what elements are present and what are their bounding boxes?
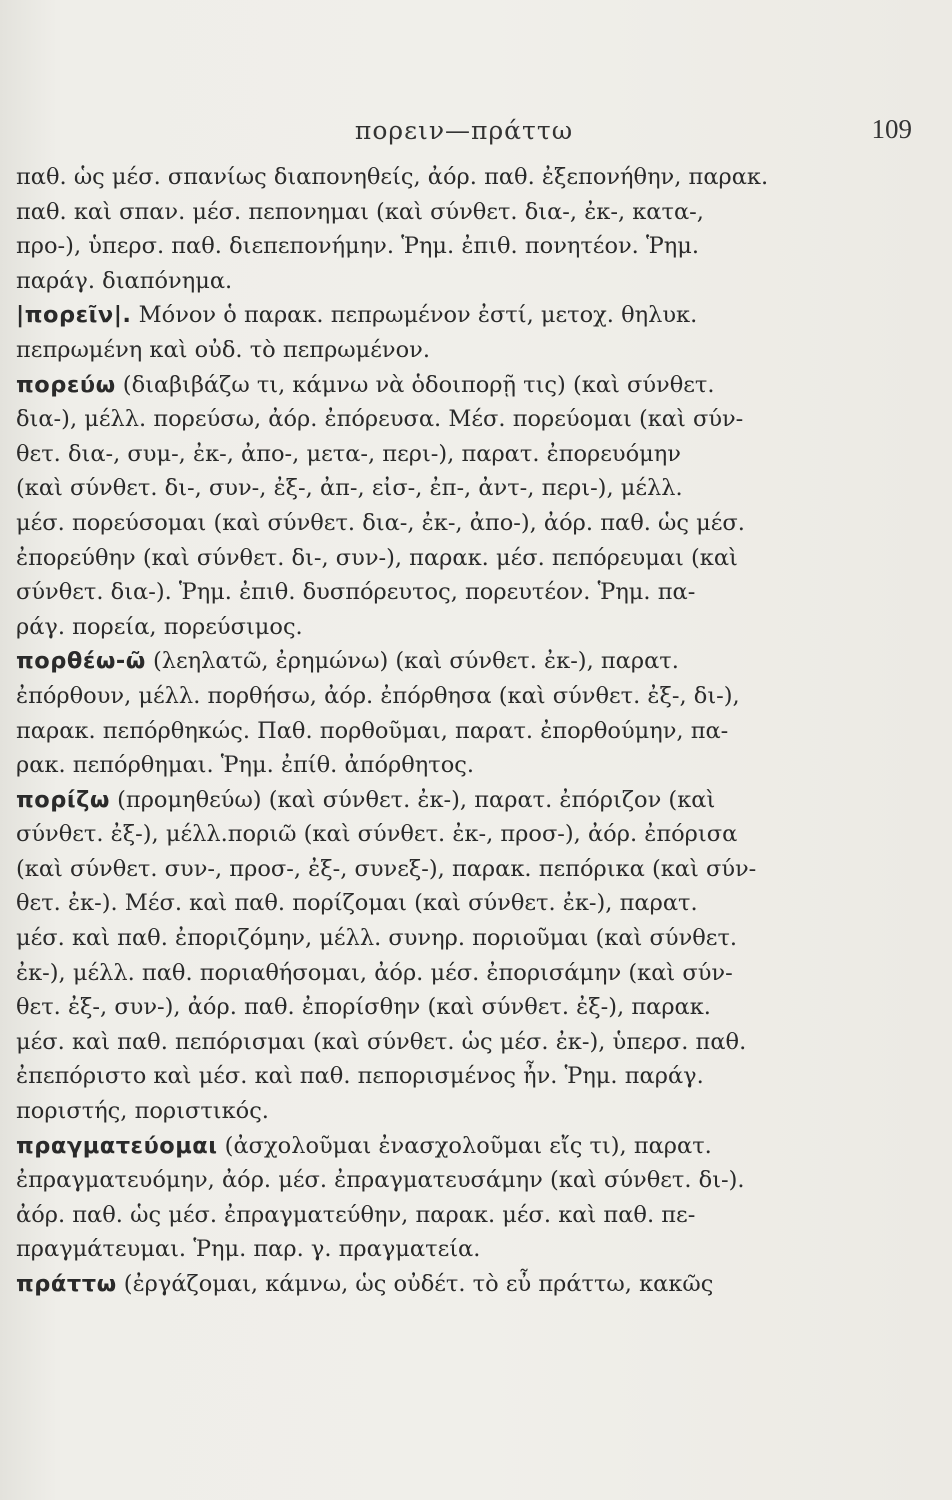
text-line: θετ. ἐξ-, συν-), ἀόρ. παθ. ἐπορίσθην (καὶ σύνθετ. ἐξ-), παρακ. bbox=[16, 994, 711, 1021]
text-line: πραγματεύομαι (ἀσχολοῦμαι ἐνασχολοῦμαι εἴς τι), παρατ. bbox=[16, 1132, 712, 1159]
text-line: πορίζω (προμηθεύω) (καὶ σύνθετ. ἐκ-), παρατ. ἐπόριζον (καὶ bbox=[16, 786, 716, 813]
text-line: μέσ. καὶ παθ. πεπόρισμαι (καὶ σύνθετ. ὡς μέσ. ἐκ-), ὑπερσ. παθ. bbox=[16, 1028, 747, 1055]
text-line: ἐπορεύθην (καὶ σύνθετ. δι-, συν-), παρακ. μέσ. πεπόρευμαι (καὶ bbox=[16, 544, 738, 571]
text-line: μέσ. πορεύσομαι (καὶ σύνθετ. δια-, ἐκ-, ἀπο-), ἀόρ. παθ. ὡς μέσ. bbox=[16, 509, 745, 536]
text-line: πραγμάτευμαι. Ῥημ. παρ. γ. πραγματεία. bbox=[16, 1236, 481, 1263]
text-line: ράγ. πορεία, πορεύσιμος. bbox=[16, 613, 303, 640]
text-line: σύνθετ. ἐξ-), μέλλ.ποριῶ (καὶ σύνθετ. ἐκ-, προσ-), ἀόρ. ἐπόρισα bbox=[16, 821, 738, 848]
text-line: θετ. δια-, συμ-, ἐκ-, ἀπο-, μετα-, περι-), παρατ. ἐπορευόμην bbox=[16, 440, 681, 467]
text-line: ἐπεπόριστο καὶ μέσ. καὶ παθ. πεπορισμένος ἦν. Ῥημ. παράγ. bbox=[16, 1063, 704, 1090]
running-title: πορειν—πράττω bbox=[354, 116, 574, 145]
entry-headword: πορεύω bbox=[16, 371, 116, 398]
text-line: ἐπόρθουν, μέλλ. πορθήσω, ἀόρ. ἐπόρθησα (καὶ σύνθετ. ἐξ-, δι-), bbox=[16, 682, 740, 709]
text-line: ἀόρ. παθ. ὡς μέσ. ἐπραγματεύθην, παρακ. μέσ. καὶ παθ. πε- bbox=[16, 1201, 696, 1228]
text-line: δια-), μέλλ. πορεύσω, ἀόρ. ἐπόρευσα. Μέσ. πορεύομαι (καὶ σύν- bbox=[16, 406, 744, 433]
text-line: |πορεῖν|. Μόνον ὁ παρακ. πεπρωμένον ἐστί, μετοχ. θηλυκ. bbox=[16, 302, 698, 329]
text-line: πεπρωμένη καὶ οὐδ. τὸ πεπρωμένον. bbox=[16, 336, 430, 363]
text-line: πράττω (ἐργάζομαι, κάμνω, ὡς οὐδέτ. τὸ εὖ πράττω, κακῶς bbox=[16, 1271, 714, 1297]
text-line: ἐπραγματευόμην, ἀόρ. μέσ. ἐπραγματευσάμην (καὶ σύνθετ. δι-). bbox=[16, 1167, 745, 1194]
entry-headword: πράττω bbox=[16, 1271, 117, 1297]
entry-headword: |πορεῖν|. bbox=[16, 302, 132, 329]
text-line: μέσ. καὶ παθ. ἐποριζόμην, μέλλ. συνηρ. ποριοῦμαι (καὶ σύνθετ. bbox=[16, 925, 738, 952]
text-line: ἐκ-), μέλλ. παθ. ποριαθήσομαι, ἀόρ. μέσ. ἐπορισάμην (καὶ σύν- bbox=[16, 959, 733, 986]
text-line: παθ. καὶ σπαν. μέσ. πεπονημαι (καὶ σύνθετ. δια-, ἐκ-, κατα-, bbox=[16, 198, 704, 225]
text-line: παρακ. πεπόρθηκώς. Παθ. πορθοῦμαι, παρατ. ἐπορθούμην, πα- bbox=[16, 717, 729, 744]
text-line: (καὶ σύνθετ. συν-, προσ-, ἐξ-, συνεξ-), παρακ. πεπόρικα (καὶ σύν- bbox=[16, 855, 757, 882]
entry-headword: πορθέω-ῶ bbox=[16, 648, 146, 675]
running-head bbox=[16, 112, 912, 160]
text-line: ρακ. πεπόρθημαι. Ῥημ. ἐπίθ. ἀπόρθητος. bbox=[16, 752, 475, 779]
text-line: προ-), ὑπερσ. παθ. διεπεπονήμην. Ῥημ. ἐπιθ. πονητέον. Ῥημ. bbox=[16, 233, 700, 260]
entry-headword: πορίζω bbox=[16, 786, 110, 813]
entry-headword: πραγματεύομαι bbox=[16, 1132, 218, 1159]
text-line: πορθέω-ῶ (λεηλατῶ, ἐρημώνω) (καὶ σύνθετ. ἐκ-), παρατ. bbox=[16, 648, 679, 675]
page-number: 109 bbox=[871, 114, 912, 144]
text-line: θετ. ἐκ-). Μέσ. καὶ παθ. πορίζομαι (καὶ σύνθετ. ἐκ-), παρατ. bbox=[16, 890, 698, 917]
text-line: πορεύω (διαβιβάζω τι, κάμνω νὰ ὁδοιπορῇ τις) (καὶ σύνθετ. bbox=[16, 371, 715, 398]
dictionary-entries bbox=[16, 160, 912, 1302]
text-line: σύνθετ. δια-). Ῥημ. ἐπιθ. δυσπόρευτος, πορευτέον. Ῥημ. πα- bbox=[16, 579, 696, 606]
text-line: παθ. ὡς μέσ. σπανίως διαπονηθείς, ἀόρ. παθ. ἐξεπονήθην, παρακ. bbox=[16, 164, 769, 190]
text-line: παράγ. διαπόνημα. bbox=[16, 267, 233, 294]
text-line: ποριστής, ποριστικός. bbox=[16, 1098, 269, 1125]
text-line: (καὶ σύνθετ. δι-, συν-, ἐξ-, ἀπ-, εἰσ-, ἐπ-, ἀντ-, περι-), μέλλ. bbox=[16, 475, 683, 502]
